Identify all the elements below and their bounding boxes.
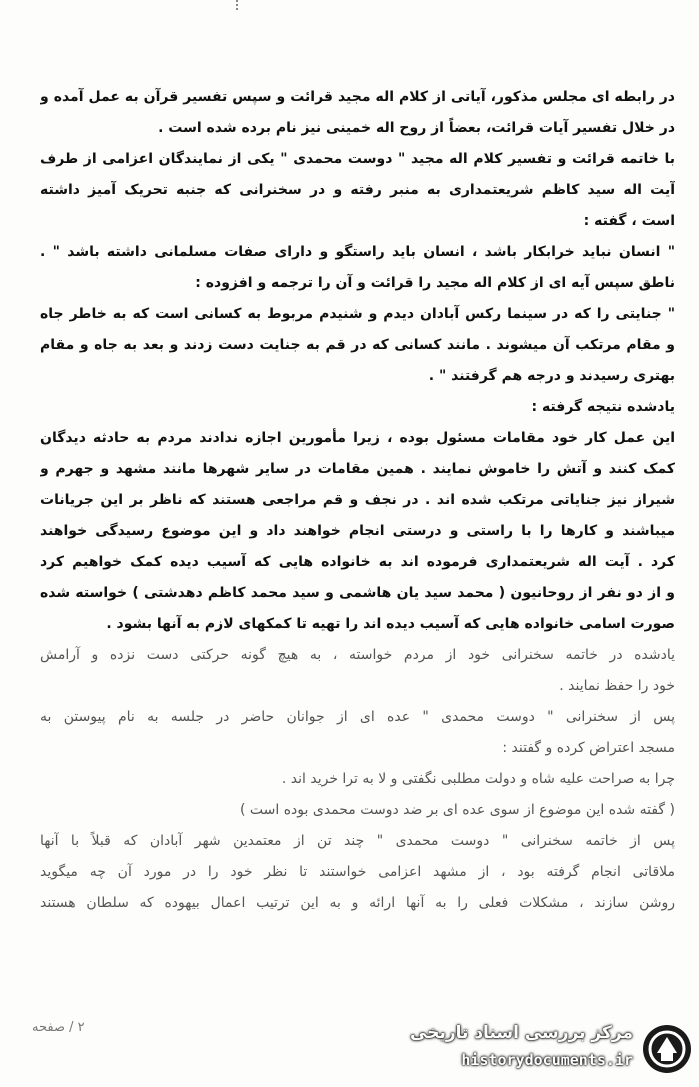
document-line: آیت اله سید کاظم شریعتمداری به منبر رفته و در سخنرانی که جنبه تحریک آمیز داشته — [40, 182, 675, 198]
document-line: میباشند و کارها را با راستی و درستی انجام خواهند داد و این موضوع رسیدگی خواهند — [40, 523, 675, 539]
document-line: خود را حفظ نمایند . — [559, 678, 675, 694]
document-line: ( گفته شده این موضوع از سوی عده ای بر ضد دوست محمدی بوده است ) — [239, 802, 675, 818]
document-line: " انسان نباید خرابکار باشد ، انسان باید راستگو و دارای صفات مسلمانی داشته باشد " . — [40, 244, 675, 260]
document-line: مسجد اعتراض کرده و گفتند : — [502, 740, 675, 756]
document-line: است ، گفته : — [583, 213, 675, 229]
document-line: پس از خاتمه سخنرانی " دوست محمدی " چند تن از معتمدین شهر آبادان که قبلاً با آنها — [40, 833, 675, 849]
document-line: و مقام مرتکب آن میشوند . مانند کسانی که در قم به جنایت دست زدند و بعد به جاه و مقام — [40, 337, 675, 353]
document-line: پس از سخنرانی " دوست محمدی " عده ای از جوانان حاضر در جلسه به نام پیوستن به — [40, 709, 675, 725]
document-line: یادشده نتیجه گرفته : — [531, 399, 675, 415]
document-line: کمک کنند و آتش را خاموش نمایند . همین مقامات در سایر شهرها مانند مشهد و جهرم و — [40, 461, 675, 477]
document-line: کرد . آیت اله شریعتمداری فرموده اند به خانواده هایی که آسیب دیده کمک خواهیم کرد — [40, 554, 675, 570]
document-line: چرا به صراحت علیه شاه و دولت مطلبی نگفتی و لا به ترا خرید اند . — [281, 771, 675, 787]
document-line: ملاقاتی انجام گرفته بود ، از مشهد اعزامی خواستند تا نظر خود را در مورد آن چه میگوید — [40, 864, 675, 880]
document-line: و از دو نفر از روحانیون ( محمد سید یان هاشمی و سید محمد کاظم دهدشتی ) خواسته شده — [40, 585, 675, 601]
document-line: شیراز نیز جنایاتی مرتکب شده اند . در نجف و قم مراجعی هستند که ناظر بر این جریانات — [40, 492, 675, 508]
page-marker: ۲ / صفحه — [32, 1020, 85, 1035]
document-line: ناطق سپس آیه ای از کلام اله مجید را قرائت و آن را ترجمه و افزوده : — [195, 275, 675, 291]
document-line: صورت اسامی خانواده هایی که آسیب دیده اند را تهیه تا کمکهای لازم به آنها بشود . — [106, 616, 675, 632]
document-line: روشن سازند ، مشکلات فعلی را به آنها ارائه و به این ترتیب اعمال بیهوده که سلطان هستند — [40, 895, 675, 911]
document-line: در رابطه ای مجلس مذکور، آیاتی از کلام اله مجید قرائت و سپس تفسیر قرآن به عمل آمده و — [40, 89, 675, 105]
document-line: " جنایتی را که در سینما رکس آبادان دیدم و شنیدم مربوط به کسانی است که به خاطر جاه — [40, 306, 675, 322]
archive-logo-icon — [641, 1023, 693, 1075]
document-body — [40, 82, 675, 919]
watermark-url: historydocuments.ir — [461, 1051, 633, 1069]
document-line: یادشده در خاتمه سخنرانی خود از مردم خواسته ، به هیچ گونه حرکتی دست نزده و آرامش — [40, 647, 675, 663]
document-line: این عمل کار خود مقامات مسئول بوده ، زیرا مأمورین اجازه ندادند مردم به حادثه دیدگان — [40, 430, 675, 446]
document-line: در خلال تفسیر آیات قرائت، بعضاً از روح اله خمینی نیز نام برده شده است . — [158, 120, 675, 136]
watermark — [393, 1019, 693, 1079]
document-line: با خاتمه قرائت و تفسیر کلام اله مجید " دوست محمدی " یکی از نمایندگان اعزامی از طرف — [40, 151, 675, 167]
scan-artifact-mark — [236, 0, 258, 10]
document-line: بهتری رسیدند و درجه هم گرفتند " . — [428, 368, 675, 384]
watermark-name: مرکز بررسی اسناد تاریخی — [410, 1023, 633, 1043]
